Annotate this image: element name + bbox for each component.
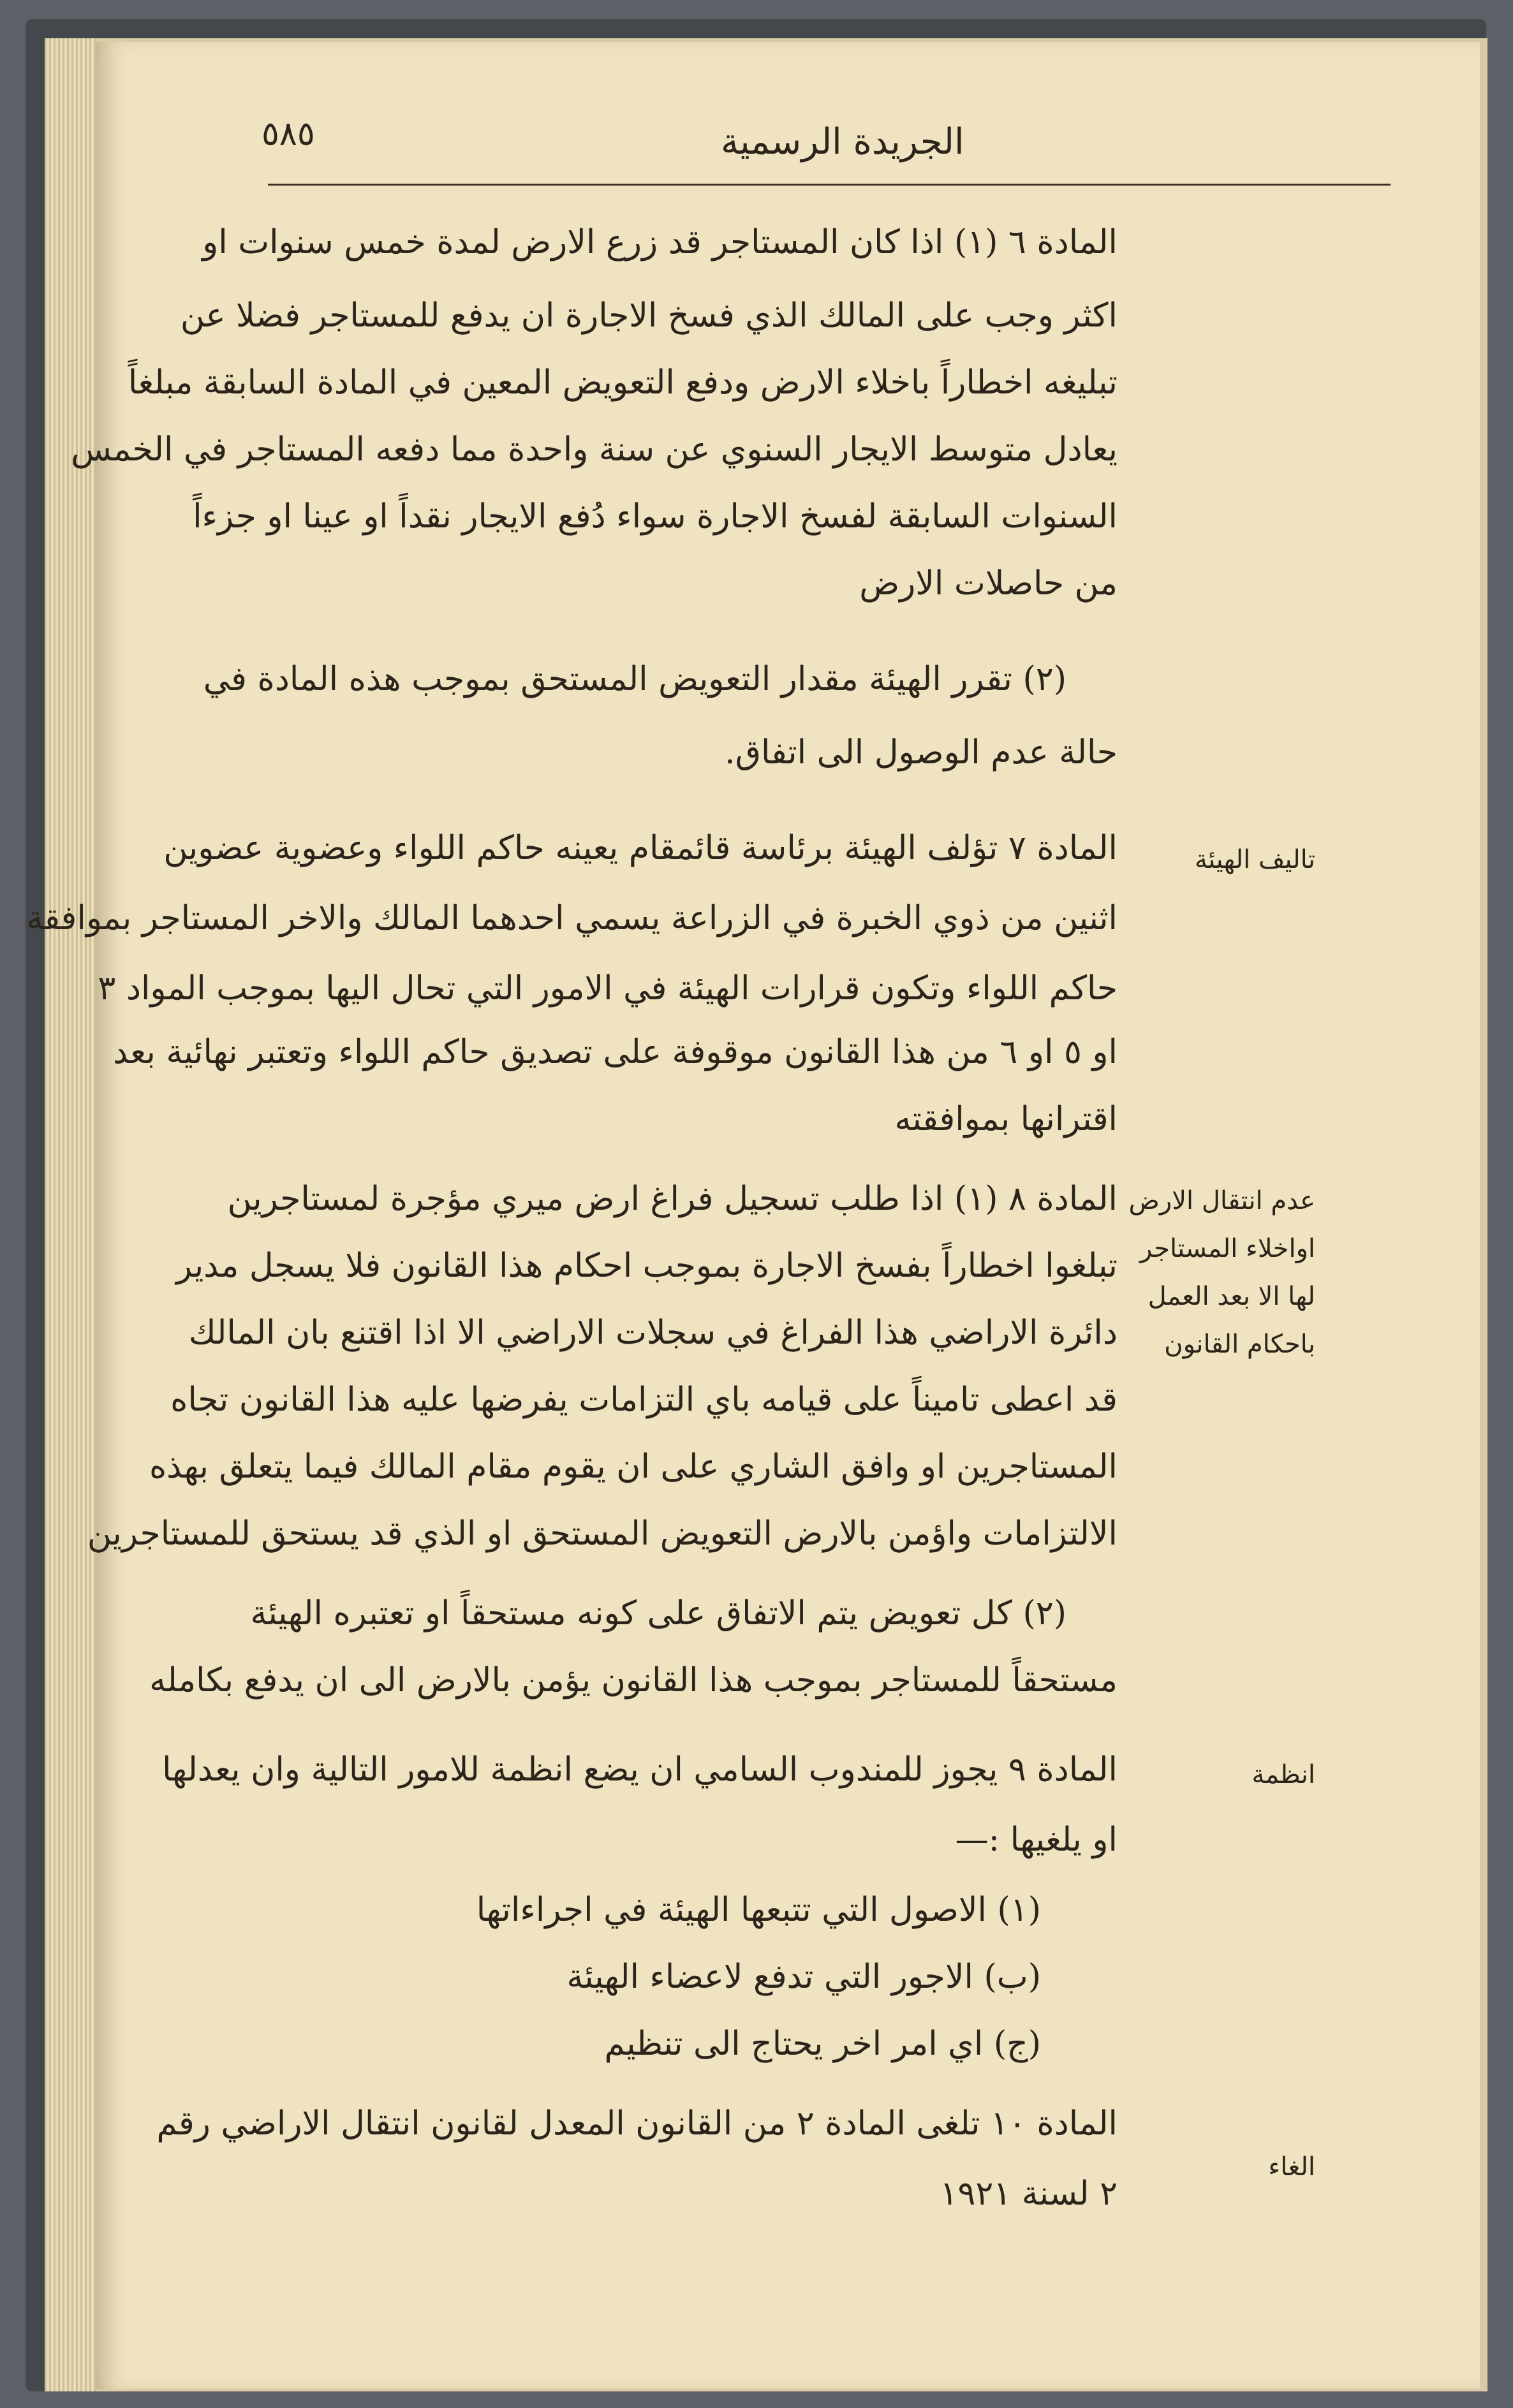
article-line: اقترانها بموافقته bbox=[894, 1100, 1118, 1138]
margin-note: اواخلاء المستاجر bbox=[1140, 1234, 1315, 1263]
margin-note: عدم انتقال الارض bbox=[1128, 1186, 1315, 1215]
article-line: مستحقاً للمستاجر بموجب هذا القانون يؤمن بالارض الى ان يدفع بكامله bbox=[149, 1661, 1118, 1700]
article-line: اثنين من ذوي الخبرة في الزراعة يسمي احدهما المالك والاخر المستاجر بموافقة bbox=[26, 899, 1118, 937]
article-line: اكثر وجب على المالك الذي فسخ الاجارة ان يدفع للمستاجر فضلا عن bbox=[180, 297, 1118, 335]
article-line: تبليغه اخطاراً باخلاء الارض ودفع التعويض المعين في المادة السابقة مبلغاً bbox=[128, 363, 1118, 402]
margin-note: باحكام القانون bbox=[1164, 1330, 1315, 1359]
article-line: ٢ لسنة ١٩٢١ bbox=[940, 2175, 1118, 2213]
article-line: (٢) كل تعويض يتم الاتفاق على كونه مستحقاً او تعتبره الهيئة bbox=[250, 1594, 1066, 1633]
article-line: المادة ١٠ تلغى المادة ٢ من القانون المعدل لقانون انتقال الاراضي رقم bbox=[156, 2104, 1118, 2143]
article-line: دائرة الاراضي هذا الفراغ في سجلات الاراضي الا اذا اقتنع بان المالك bbox=[188, 1314, 1118, 1352]
header-rule bbox=[268, 184, 1391, 186]
article-line: المادة ٩ يجوز للمندوب السامي ان يضع انظمة للامور التالية وان يعدلها bbox=[162, 1751, 1118, 1789]
article-line: المادة ٦ (١) اذا كان المستاجر قد زرع الارض لمدة خمس سنوات او bbox=[202, 223, 1118, 261]
article-line: تبلغوا اخطاراً بفسخ الاجارة بموجب احكام هذا القانون فلا يسجل مدير bbox=[176, 1247, 1118, 1285]
margin-note: الغاء bbox=[1268, 2152, 1315, 2182]
article-line: يعادل متوسط الايجار السنوي عن سنة واحدة مما دفعه المستاجر في الخمس bbox=[71, 430, 1118, 469]
margin-note: تاليف الهيئة bbox=[1194, 845, 1315, 874]
list-item: (ج) اي امر اخر يحتاج الى تنظيم bbox=[604, 2025, 1041, 2063]
article-line: (٢) تقرر الهيئة مقدار التعويض المستحق بموجب هذه المادة في bbox=[203, 660, 1066, 698]
list-item: (ب) الاجور التي تدفع لاعضاء الهيئة bbox=[566, 1958, 1041, 1996]
article-line: المادة ٧ تؤلف الهيئة برئاسة قائمقام يعينه حاكم اللواء وعضوية عضوين bbox=[163, 829, 1118, 867]
article-line: المستاجرين او وافق الشاري على ان يقوم مقام المالك فيما يتعلق بهذه bbox=[149, 1448, 1118, 1486]
article-line: الالتزامات واؤمن بالارض التعويض المستحق او الذي قد يستحق للمستاجرين bbox=[87, 1515, 1118, 1553]
page-title: الجريدة الرسمية bbox=[721, 121, 964, 163]
article-line: او يلغيها :— bbox=[955, 1821, 1118, 1859]
article-line: السنوات السابقة لفسخ الاجارة سواء دُفع الايجار نقداً او عينا او جزءاً bbox=[193, 497, 1118, 536]
margin-note: لها الا بعد العمل bbox=[1148, 1282, 1315, 1311]
page-edges bbox=[45, 38, 96, 2391]
page-number: ٥٨٥ bbox=[262, 115, 315, 153]
article-line: المادة ٨ (١) اذا طلب تسجيل فراغ ارض ميري مؤجرة لمستاجرين bbox=[227, 1180, 1118, 1218]
article-line: من حاصلات الارض bbox=[859, 564, 1118, 603]
article-line: حالة عدم الوصول الى اتفاق. bbox=[725, 733, 1118, 772]
list-item: (١) الاصول التي تتبعها الهيئة في اجراءاتها bbox=[476, 1891, 1041, 1929]
margin-note: انظمة bbox=[1251, 1760, 1315, 1789]
article-line: حاكم اللواء وتكون قرارات الهيئة في الامور التي تحال اليها بموجب المواد ٣ bbox=[98, 969, 1118, 1008]
article-line: او ٥ او ٦ من هذا القانون موقوفة على تصديق حاكم اللواء وتعتبر نهائية بعد bbox=[113, 1033, 1118, 1071]
article-line: قد اعطى تاميناً على قيامه باي التزامات يفرضها عليه هذا القانون تجاه bbox=[170, 1381, 1118, 1419]
